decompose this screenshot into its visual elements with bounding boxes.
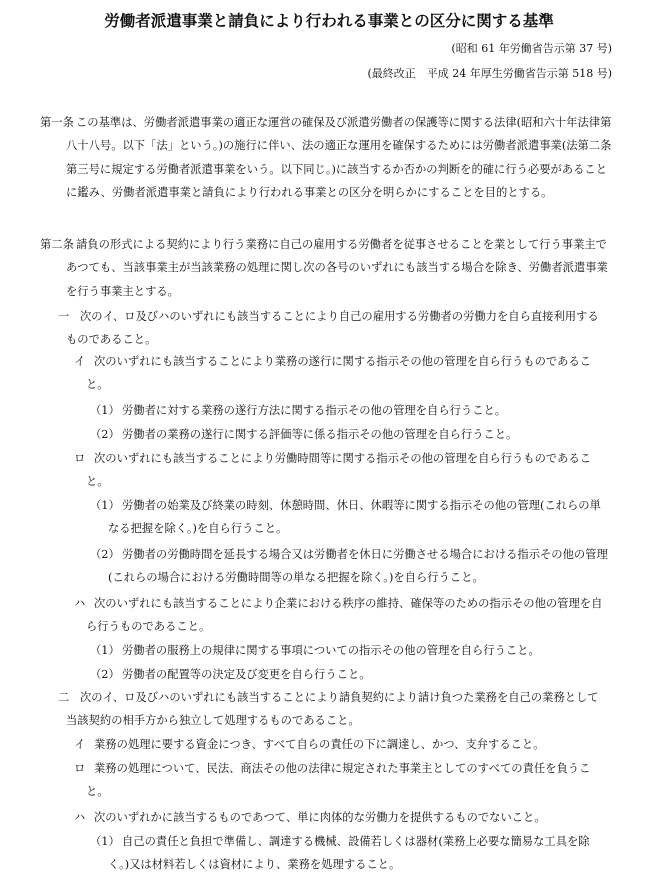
item-1-i-sub-1 (0, 399, 658, 422)
article-2 (0, 233, 658, 303)
item-1-ro-sub-2-marker: （2） (90, 548, 120, 561)
item-1-marker: 一 (58, 310, 70, 323)
item-2-ha-sub-1-text: 自己の責任と負担で準備し、調達する機械、設備若しくは器材(業務上必要な簡易な工具を除く。)又は材料若しくは資材により、業務を処理すること。 (108, 835, 590, 872)
item-2-ro (0, 757, 658, 804)
document-title: 労働者派遣事業と請負により行われる事業との区分に関する基準 (104, 12, 554, 30)
item-1-i-marker: イ (74, 355, 86, 368)
item-1 (0, 305, 658, 352)
item-1-text: 次のイ、ロ及びハのいずれにも該当することにより自己の雇用する労働者の労働力を自ら直接利用するものであること。 (66, 310, 599, 347)
item-2-ha-text: 次のいずれかに該当するものであつて、単に肉体的な労働力を提供するものでないこと。 (94, 811, 546, 824)
item-2-ha-sub-1-marker: （1） (90, 835, 120, 848)
item-1-ha-sub-2-text: 労働者の配置等の決定及び変更を自ら行うこと。 (122, 668, 371, 681)
item-1-ha-sub-1-marker: （1） (90, 644, 120, 657)
item-1-ro-marker: ロ (74, 452, 86, 465)
item-2-i-marker: イ (74, 738, 86, 751)
item-2-ro-text: 業務の処理について、民法、商法その他の法律に規定された事業主としてのすべての責任を負うこと。 (86, 762, 591, 799)
last-revision: (最終改正 平成 24 年厚生労働省告示第 518 号) (367, 67, 612, 80)
item-1-i-sub-2-text: 労働者の業務の遂行に関する評価等に係る指示その他の管理を自ら行うこと。 (122, 428, 518, 441)
item-1-i (0, 350, 658, 397)
item-2-marker: 二 (58, 691, 70, 704)
item-1-ha-sub-1-text: 労働者の服務上の規律に関する事項についての指示その他の管理を自ら行うこと。 (122, 644, 540, 657)
item-2 (0, 686, 658, 733)
item-1-i-sub-2 (0, 423, 658, 446)
article-1-marker: 第一条 (40, 116, 74, 129)
item-1-i-sub-2-marker: （2） (90, 428, 120, 441)
item-1-ha (0, 592, 658, 639)
item-2-i-text: 業務の処理に要する資金につき、すべて自らの責任の下に調達し、かつ、支弁すること。 (94, 738, 545, 751)
item-1-ha-sub-1 (0, 639, 658, 662)
notice-number: (昭和 61 年労働省告示第 37 号) (451, 42, 612, 55)
item-1-ha-text: 次のいずれにも該当することにより企業における秩序の維持、確保等のための指示その他の管理を自ら行うものであること。 (86, 597, 603, 634)
item-1-ha-sub-2 (0, 663, 658, 686)
item-1-i-text: 次のいずれにも該当することにより業務の遂行に関する指示その他の管理を自ら行うものであること。 (86, 355, 592, 392)
item-1-ro (0, 447, 658, 494)
item-2-i (0, 733, 658, 756)
item-1-i-sub-1-marker: （1） (90, 404, 120, 417)
item-1-ro-text: 次のいずれにも該当することにより労働時間等に関する指示その他の管理を自ら行うものであること。 (86, 452, 592, 489)
item-2-ha-marker: ハ (74, 811, 86, 824)
article-1 (0, 111, 658, 204)
item-2-ha-sub-1 (0, 830, 658, 877)
article-1-text: この基準は、労働者派遣事業の適正な運営の確保及び派遣労働者の保護等に関する法律(昭和六十年法律第八十八号。以下「法」という。)の施行に伴い、法の適正な運用を確保するためには労働者派遣事業(法第二条第三号に規定する労働者派遣事業をいう。以下同じ。)に該当するか否かの判断を的確に行う必要があることに鑑み、労働者派遣事業と請負により行われる事業との区分を明らかにすることを目的とする。 (66, 116, 612, 199)
item-2-text: 次のイ、ロ及びハのいずれにも該当することにより請負契約により請け負つた業務を自己の業務として当該契約の相手方から独立して処理するものであること。 (66, 691, 599, 728)
item-1-ro-sub-2-text: 労働者の労働時間を延長する場合又は労働者を休日に労働させる場合における指示その他の管理(これらの場合における労働時間等の単なる把握を除く。)を自ら行うこと。 (108, 548, 608, 585)
item-2-ha (0, 806, 658, 829)
item-1-ro-sub-1-marker: （1） (90, 499, 120, 512)
item-2-ro-marker: ロ (74, 762, 86, 775)
item-1-i-sub-1-text: 労働者に対する業務の遂行方法に関する指示その他の管理を自ら行うこと。 (122, 404, 507, 417)
article-2-marker: 第二条 (40, 238, 74, 251)
item-1-ha-marker: ハ (74, 597, 86, 610)
item-1-ro-sub-1 (0, 494, 658, 541)
item-1-ro-sub-2 (0, 543, 658, 590)
item-1-ha-sub-2-marker: （2） (90, 668, 120, 681)
item-1-ro-sub-1-text: 労働者の始業及び終業の時刻、休憩時間、休日、休暇等に関する指示その他の管理(これらの単なる把握を除く。)を自ら行うこと。 (108, 499, 601, 536)
article-2-text: 請負の形式による契約により行う業務に自己の雇用する労働者を従事させることを業として行う事業主であつても、当該事業主が当該業務の処理に関し次の各号のいずれにも該当する場合を除き、労働者派遣事業を行う事業主とする。 (66, 238, 608, 298)
